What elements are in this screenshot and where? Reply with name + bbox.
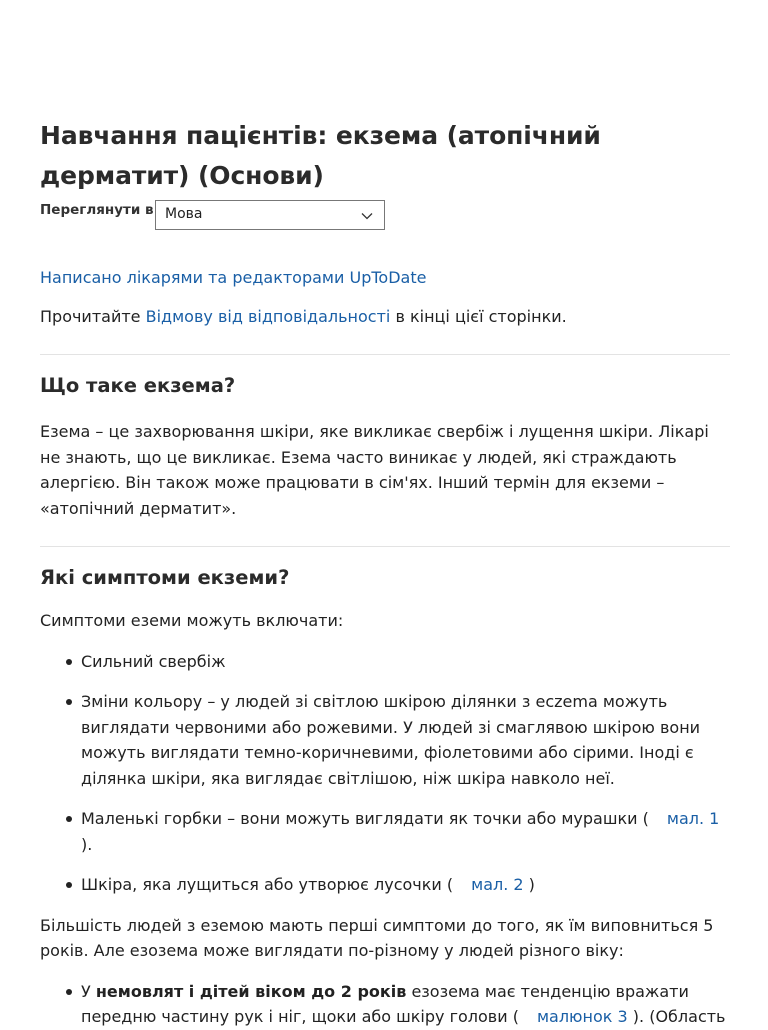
language-dropdown-value: Мова <box>165 206 203 222</box>
section-divider <box>40 546 730 547</box>
figure-link[interactable]: мал. 1 <box>666 809 720 828</box>
list-item <box>81 649 730 675</box>
section-divider <box>40 354 730 355</box>
list-item <box>81 689 730 791</box>
section-what-is-eczema <box>40 372 730 521</box>
disclaimer-note <box>40 305 730 329</box>
age-list <box>40 979 730 1030</box>
list-item <box>81 979 730 1030</box>
language-dropdown[interactable] <box>155 200 385 230</box>
authors-link[interactable]: Написано лікарями та редакторами UpToDate <box>40 268 427 287</box>
list-item-text-after: ) <box>523 875 535 894</box>
list-item-text: езозема має тенденцію вражати передню частину рук і ніг, щоки або шкіру голови ( <box>81 981 689 1026</box>
symptoms-list <box>40 649 730 898</box>
list-item-text-after: ). <box>81 834 93 854</box>
disclaimer-link[interactable]: Відмову від відповідальності <box>145 307 391 326</box>
symptoms-intro: Симптоми еземи можуть включати: <box>40 611 344 630</box>
figure-link[interactable]: мал. 2 <box>471 875 524 894</box>
section-heading: Які симптоми екземи? <box>40 566 290 589</box>
disclaimer-before: Прочитайте <box>40 307 146 326</box>
disclaimer-after: в кінці цієї сторінки. <box>390 307 567 326</box>
list-item-text-after: ). (Область <box>627 1007 726 1026</box>
byline <box>40 266 730 290</box>
age-paragraph: Більшість людей з еземою мають перші симптоми до того, як їм виповниться 5 років. Але езозема може виглядати по-різному у людей різного віку: <box>40 915 714 960</box>
list-item-bold: немовлят і дітей віком до 2 років <box>95 981 407 1001</box>
list-item <box>81 872 730 898</box>
section-symptoms <box>40 564 730 1030</box>
chevron-down-icon <box>360 209 374 223</box>
figure-link[interactable]: малюнок 3 <box>536 1007 628 1026</box>
article <box>40 116 730 1030</box>
list-item-text: Шкіра, яка лущиться або утворює лусочки ( <box>81 875 454 894</box>
list-item-prefix: У <box>81 981 96 1001</box>
list-item-text: Зміни кольору – у людей зі світлою шкірою ділянки з eczema можуть виглядати червоними або рожевими. У людей зі смаглявою шкірою вони можуть виглядати темно-коричневими, фіолетовими або сірими. Іноді є ділянка шкіри, яка виглядає світлішою, ніж шкіра навколо неї. <box>81 692 701 788</box>
list-item-text: Маленькі горбки – вони можуть виглядати як точки або мурашки ( <box>81 809 649 828</box>
page-title: Навчання пацієнтів: екзема (атопічний дерматит) (Основи) <box>40 121 601 190</box>
list-item-text: Сильний свербіж <box>81 651 226 671</box>
section-paragraph: Езема – це захворювання шкіри, яке викликає свербіж і лущення шкіри. Лікарі не знають, що це викликає. Езема часто виникає у людей, які страждають алергією. Він також може працювати в сім'ях. Інший термін для екземи – «атопічний дерматит». <box>40 422 709 518</box>
language-selector-row <box>40 200 730 230</box>
section-heading: Що таке екзема? <box>40 374 236 397</box>
list-item <box>81 806 730 857</box>
language-label: Переглянути в <box>40 202 154 218</box>
